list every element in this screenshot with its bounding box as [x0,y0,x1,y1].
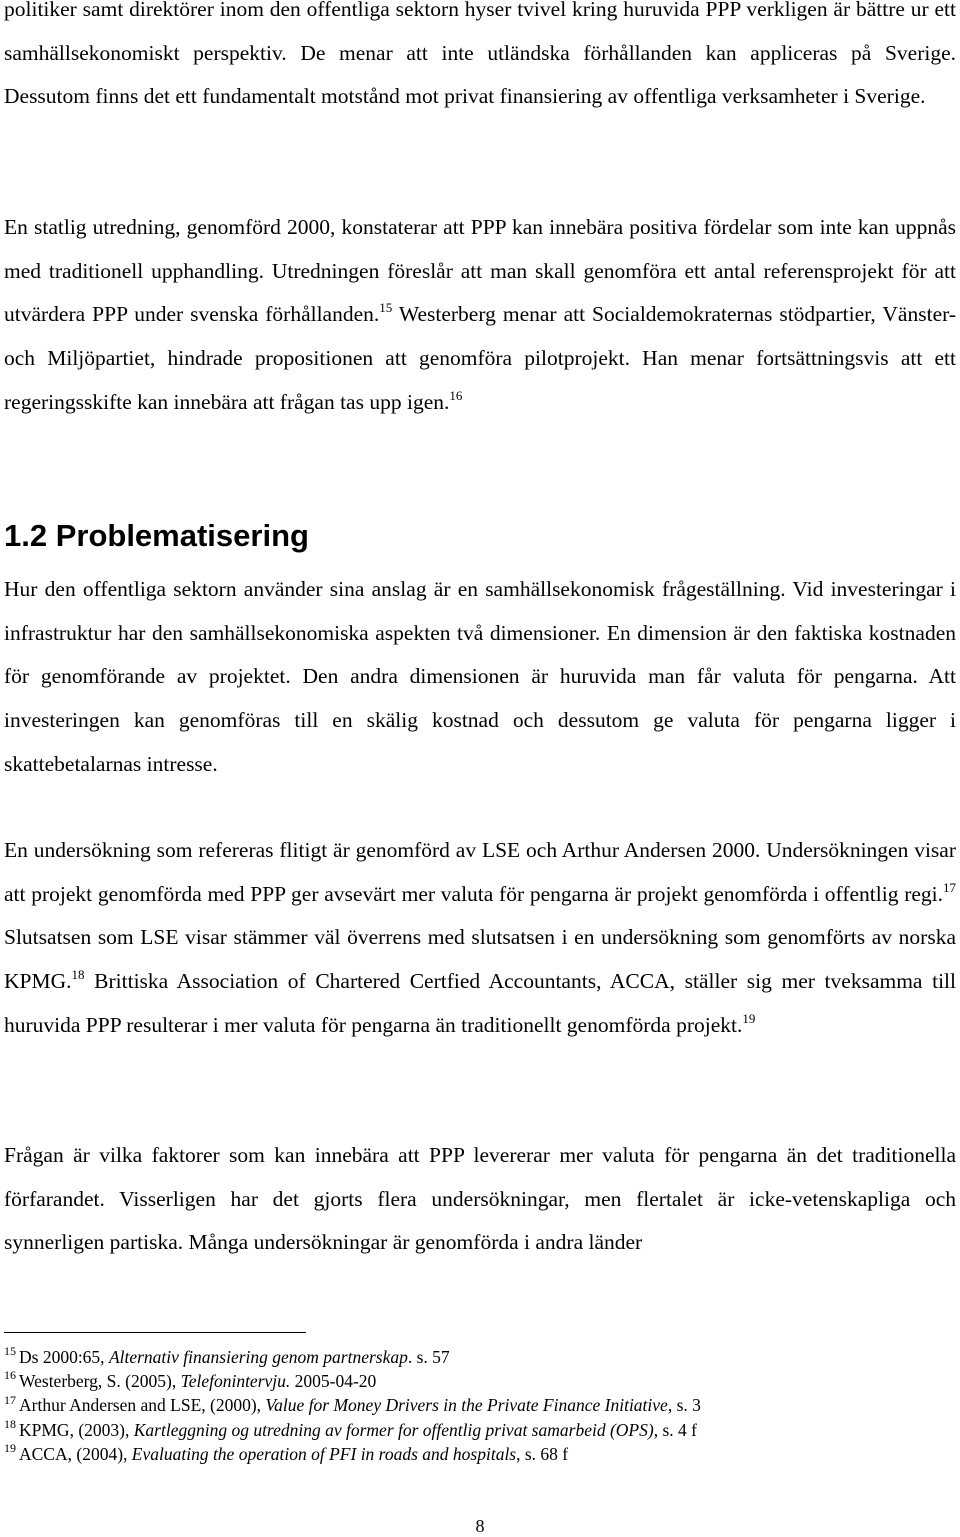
footnote [4,1442,956,1466]
footnote-text: 2005-04-20 [290,1371,377,1392]
footnote-text: Ds 2000:65, [19,1347,109,1367]
footnote [4,1393,956,1417]
paragraph-text: Brittiska Association of Chartered Certfied Accountants, ACCA, ställer sig mer tveksamma till huruvida PPP resulterar i mer valuta för pengarna än traditionellt genomförda projekt. [4,969,956,1037]
footnote-number: 15 [4,1344,16,1359]
footnote-ref[interactable]: 16 [449,387,463,403]
footnote [4,1369,956,1393]
footnote-ref[interactable]: 15 [379,300,393,316]
paragraph-text: Westerberg menar att Socialdemokraternas stödpartier, Vänster- och Miljöpartiet, hindrade propositionen att genomföra pilotprojekt. Han menar fortsättningsvis att ett regeringsskifte kan innebära att frågan tas upp igen. [4,302,956,414]
footnote-title: Alternativ finansiering genom partnerskap [108,1347,408,1367]
paragraph-undersokning [4,829,956,1048]
footnote-title: Value for Money Drivers in the Private Finance Initiative [265,1395,668,1416]
footnote-ref[interactable]: 19 [742,1010,756,1026]
paragraph-text: politiker samt direktörer inom den offentliga sektorn hyser tvivel kring huruvida PPP verkligen är bättre ur ett samhällsekonomiskt perspektiv. De menar att inte utländska förhållanden kan appliceras på Sverige. Dessutom finns det ett fundamentalt motstånd mot privat finansiering av offentliga verksamheter i Sverige. [4,0,956,109]
footnote-number: 19 [4,1440,16,1455]
footnote [4,1345,956,1369]
footnote-number: 16 [4,1368,16,1383]
footnote [4,1418,956,1442]
footnote-text: ACCA, (2004), [19,1443,132,1464]
section-heading: 1.2 Problematisering [4,518,309,553]
footnote-number: 18 [4,1416,16,1431]
footnote-text: Westerberg, S. (2005), [19,1371,181,1392]
footnote-ref[interactable]: 17 [943,879,956,895]
footnote-number: 17 [4,1392,16,1407]
footnote-text: , s. 3 [667,1395,701,1416]
paragraph-text: Frågan är vilka faktorer som kan innebära att PPP levererar mer valuta för pengarna än det traditionella förfarandet. Visserligen har det gjorts flera undersökningar, men flertalet är icke-vetenskapliga och synnerligen partiska. Många undersökningar är genomförda i andra länder [4,1143,956,1255]
paragraph-text: En statlig utredning, genomförd 2000, konstaterar att PPP kan innebära positiva fördelar som inte kan uppnås med traditionell upphandling. Utredningen föreslår att man skall genomföra ett antal referensprojekt för att utvärdera PPP under svenska förhållanden. [4,215,956,327]
footnote-text: , s. 4 f [653,1419,697,1440]
paragraph-statlig-utredning [4,206,956,425]
paragraph-intro-continued [4,0,956,119]
page-number: 8 [475,1516,485,1536]
paragraph-text: En undersökning som refereras flitigt är genomförd av LSE och Arthur Andersen 2000. Undersökningen visar att projekt genomförda med PPP ger avsevärt mer valuta för pengarna är projekt genomförda i offentlig regi. [4,838,956,906]
footnote-ref[interactable]: 18 [71,966,85,982]
footnote-text: Arthur Andersen and LSE, (2000), [19,1395,266,1416]
footnote-title: Telefonintervju. [180,1371,291,1392]
footnote-title: Kartleggning og utredning av former for offentlig privat samarbeid (OPS) [133,1419,654,1440]
footnote-text: KPMG, (2003), [19,1419,134,1440]
footnote-title: Evaluating the operation of PFI in roads and hospitals [131,1443,517,1464]
footnote-text: . s. 57 [407,1347,450,1367]
paragraph-problematisering [4,568,956,787]
paragraph-text: Slutsatsen som LSE visar stämmer väl överrens med slutsatsen i en undersökning som genomförts av norska KPMG. [4,925,956,994]
paragraph-text: Hur den offentliga sektorn använder sina anslag är en samhällsekonomisk frågeställning. Vid investeringar i infrastruktur har den samhällsekonomiska aspekten två dimensioner. En dimension är den faktiska kostnaden för genomförande av projektet. Den andra dimensionen är huruvida man får valuta för pengarna. Att investeringen kan genomföras till en skälig kostnad och dessutom ge valuta för pengarna ligger i skattebetalarnas intresse. [4,577,956,776]
footnotes [4,1345,956,1466]
paragraph-fragan [4,1134,956,1265]
footnote-separator [4,1332,306,1333]
footnote-text: , s. 68 f [516,1443,569,1464]
